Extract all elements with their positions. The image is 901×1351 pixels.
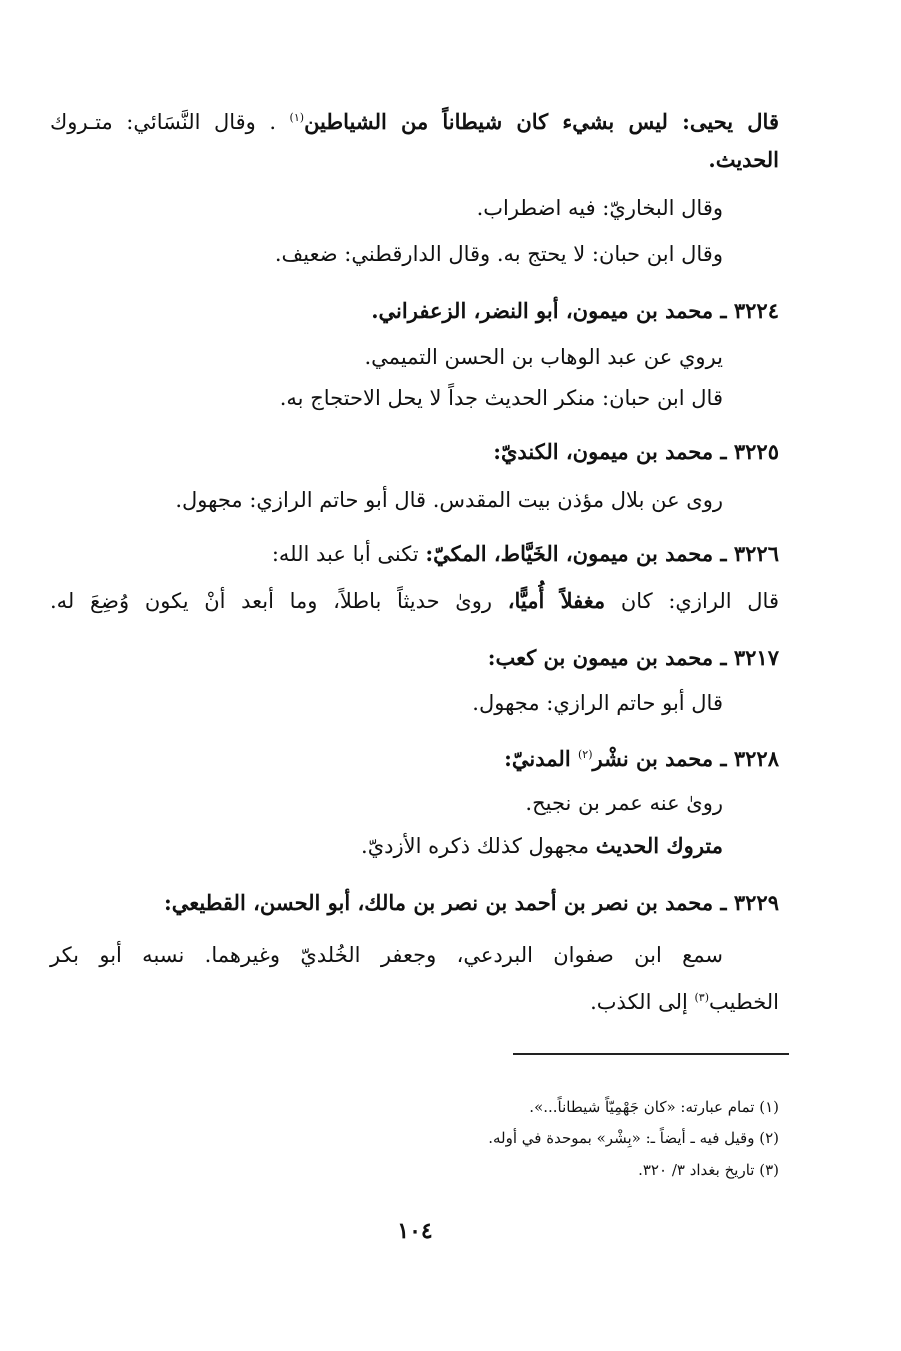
text-line <box>50 586 779 616</box>
entry-heading: ٣٢٢٩ ـ محمد بن نصر بن أحمد بن نصر بن مالك، أبو الحسن، القطيعي: <box>163 890 779 915</box>
text-line: قال ابن حبان: منكر الحديث جداً لا يحل الاحتجاج به. <box>279 386 723 410</box>
quote-text: ليس بشيء كان شيطاناً من الشياطين <box>304 109 668 134</box>
entry-title: ٣٢٢٦ ـ محمد بن ميمون، الخَيَّاط، المكيّ: <box>425 541 779 566</box>
speaker-label: قال يحيى: <box>667 109 779 134</box>
entry-title: ٣٢٢٨ ـ محمد بن نشْر <box>592 746 779 771</box>
text-line <box>590 983 779 1017</box>
text-line: الحديث. <box>708 147 779 172</box>
entry-title: المدنيّ: <box>504 746 578 771</box>
bold-segment: متروك الحديث <box>595 833 723 858</box>
text-segment: قال الرازي: كان <box>605 589 779 613</box>
text-line <box>361 831 723 861</box>
entry-heading: ٣٢٢٥ ـ محمد بن ميمون، الكنديّ: <box>493 439 779 464</box>
text-segment: . وقال النَّسَائي: متـروك <box>50 110 290 134</box>
footnote-ref: (٢) <box>577 748 593 761</box>
entry-heading: ٣٢٢٤ ـ محمد بن ميمون، أبو النضر، الزعفراني. <box>371 298 779 323</box>
text-segment: مجهول كذلك ذكره الأزديّ. <box>361 834 596 858</box>
text-line: روى عن بلال مؤذن بيت المقدس. قال أبو حاتم الرازي: مجهول. <box>175 488 723 512</box>
text-line <box>50 103 779 137</box>
footnote-divider <box>513 1053 789 1055</box>
text-line: قال أبو حاتم الرازي: مجهول. <box>472 691 723 715</box>
text-line: سمع ابن صفوان البردعي، وجعفر الخُلديّ وغيرهما. نسبه أبو بكر <box>50 943 723 967</box>
text-line: روىٰ عنه عمر بن نجيح. <box>525 791 723 815</box>
text-segment: تكنى أبا عبد الله: <box>271 542 426 566</box>
text-segment: إلى الكذب. <box>590 990 695 1014</box>
footnote: (١) تمام عبارته: «كان جَهْمِيّاً شيطاناً...». <box>529 1098 779 1116</box>
text-segment: روىٰ حديثاً باطلاً، وما أبعد أنْ يكون وُضِعَ له. <box>50 589 508 613</box>
text-segment: الخطيب <box>709 990 779 1014</box>
bold-segment: مغفلاً أُميًّا، <box>507 588 606 613</box>
entry-heading <box>504 740 779 774</box>
entry-heading <box>272 539 779 569</box>
text-line: وقال ابن حبان: لا يحتج به. وقال الدارقطني: ضعيف. <box>274 242 723 266</box>
footnote-ref: (٣) <box>694 991 710 1004</box>
page-number: ١٠٤ <box>397 1218 433 1244</box>
entry-heading: ٣٢١٧ ـ محمد بن ميمون بن كعب: <box>487 645 779 670</box>
footnote: (٣) تاريخ بغداد ٣/ ٣٢٠. <box>638 1161 779 1179</box>
text-line: يروي عن عبد الوهاب بن الحسن التميمي. <box>364 345 723 369</box>
text-line: وقال البخاريّ: فيه اضطراب. <box>476 196 723 220</box>
footnote: (٢) وقيل فيه ـ أيضاً ـ: «بِشْر» بموحدة في أوله. <box>488 1129 779 1147</box>
footnote-ref: (١) <box>289 111 305 124</box>
